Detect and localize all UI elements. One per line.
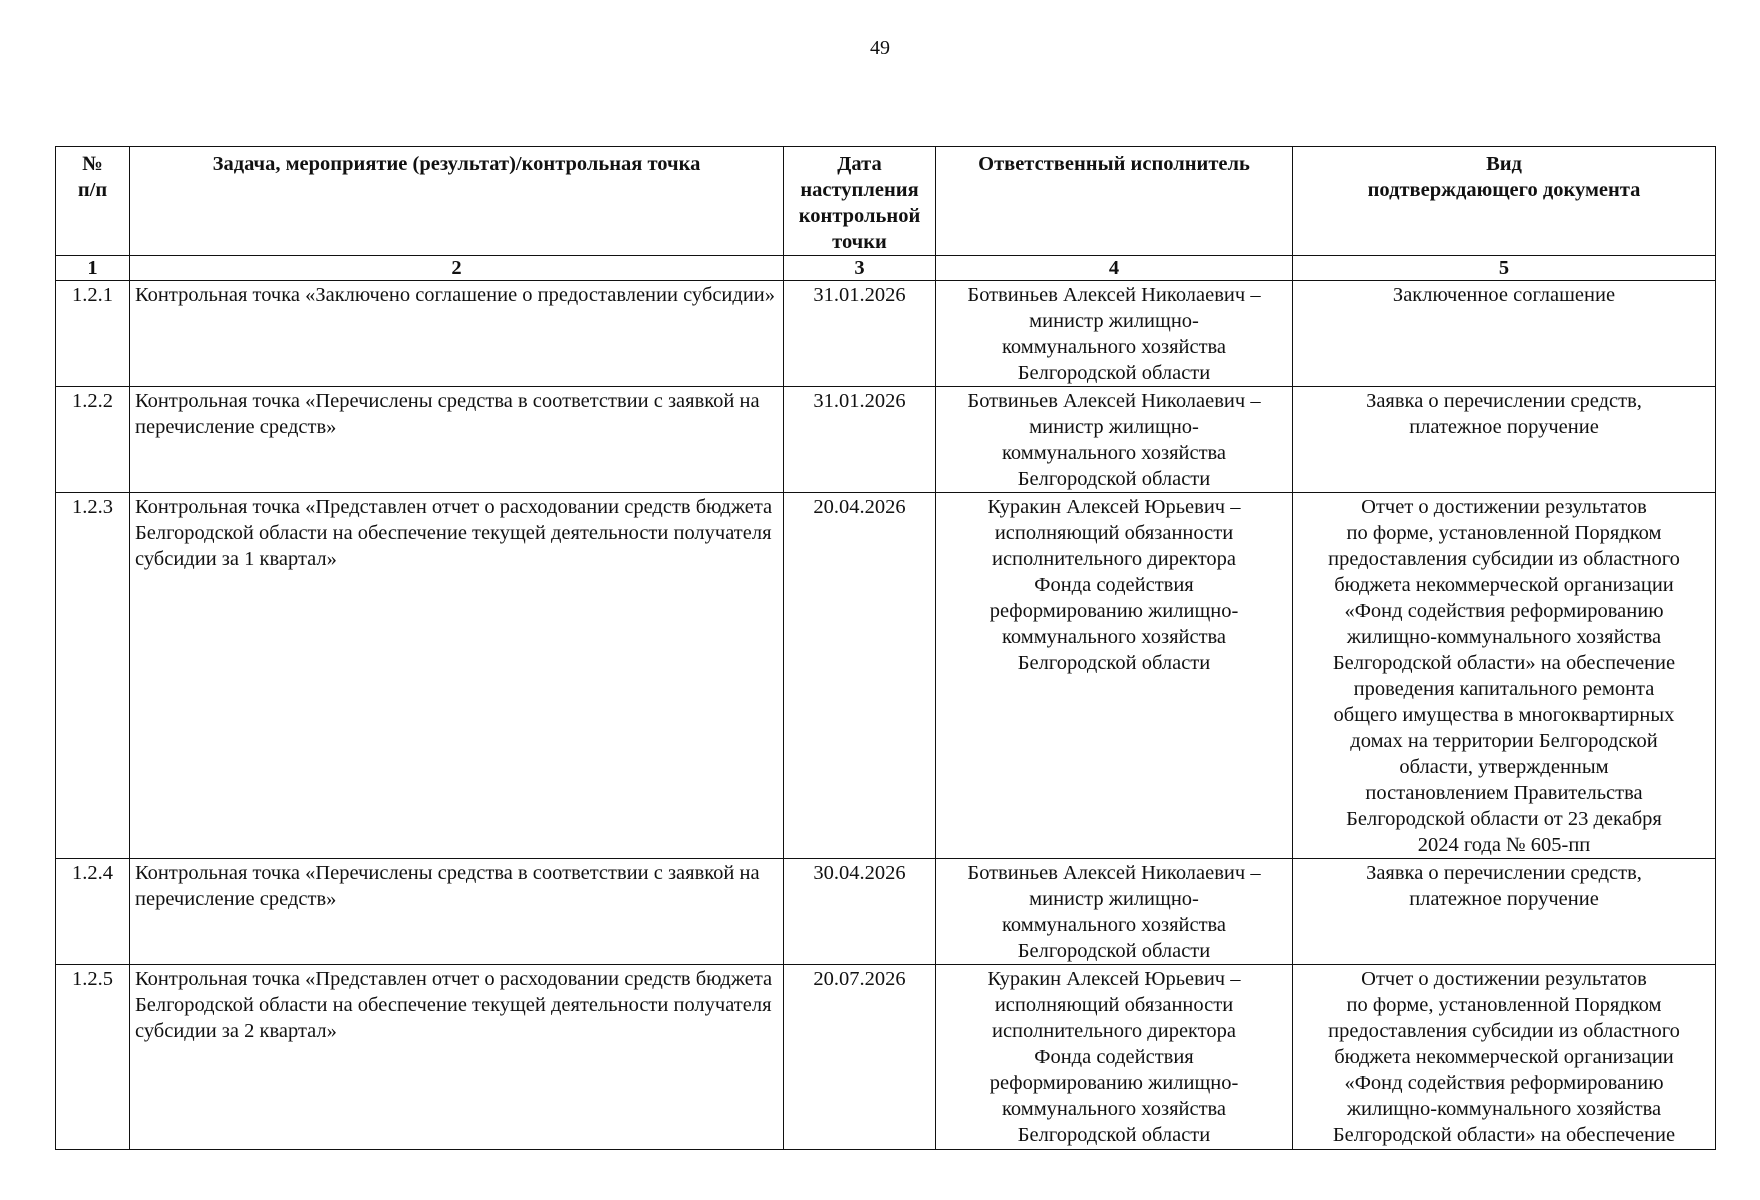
table-row bbox=[56, 493, 1716, 859]
header-document: Вид подтверждающего документа bbox=[1293, 147, 1716, 256]
table-row bbox=[56, 965, 1716, 1150]
column-number: 5 bbox=[1293, 256, 1716, 281]
row-task: Контрольная точка «Заключено соглашение о предоставлении субсидии» bbox=[130, 281, 784, 387]
row-date: 20.04.2026 bbox=[784, 493, 936, 859]
row-date: 30.04.2026 bbox=[784, 859, 936, 965]
column-number: 3 bbox=[784, 256, 936, 281]
row-document: Заявка о перечислении средств, платежное поручение bbox=[1293, 859, 1716, 965]
row-task: Контрольная точка «Представлен отчет о расходовании средств бюджета Белгородской области на обеспечение текущей деятельности получателя субсидии за 2 квартал» bbox=[130, 965, 784, 1150]
table-row bbox=[56, 859, 1716, 965]
row-executor: Куракин Алексей Юрьевич – исполняющий обязанности исполнительного директора Фонда содействия реформированию жилищно- коммунального хозяйства Белгородской области bbox=[936, 493, 1293, 859]
header-executor: Ответственный исполнитель bbox=[936, 147, 1293, 256]
row-number: 1.2.4 bbox=[56, 859, 130, 965]
header-task: Задача, мероприятие (результат)/контрольная точка bbox=[130, 147, 784, 256]
table-header-row bbox=[56, 147, 1716, 256]
column-number: 4 bbox=[936, 256, 1293, 281]
row-document: Отчет о достижении результатов по форме, установленной Порядком предоставления субсидии из областного бюджета некоммерческой организации «Фонд содействия реформированию жилищно-коммунального хозяйства Белгородской области» на обеспечение bbox=[1293, 965, 1716, 1150]
header-num: № п/п bbox=[56, 147, 130, 256]
row-executor: Ботвиньев Алексей Николаевич – министр жилищно- коммунального хозяйства Белгородской области bbox=[936, 281, 1293, 387]
row-document: Отчет о достижении результатов по форме, установленной Порядком предоставления субсидии из областного бюджета некоммерческой организации «Фонд содействия реформированию жилищно-коммунального хозяйства Белгородской области» на обеспечение проведения капитального ремонта общего имущества в многоквартирных домах на территории Белгородской области, утвержденным постановлением Правительства Белгородской области от 23 декабря 2024 года № 605-пп bbox=[1293, 493, 1716, 859]
row-date: 31.01.2026 bbox=[784, 281, 936, 387]
row-number: 1.2.5 bbox=[56, 965, 130, 1150]
row-number: 1.2.2 bbox=[56, 387, 130, 493]
table-row bbox=[56, 387, 1716, 493]
row-executor: Ботвиньев Алексей Николаевич – министр жилищно- коммунального хозяйства Белгородской области bbox=[936, 859, 1293, 965]
table-row bbox=[56, 281, 1716, 387]
row-task: Контрольная точка «Перечислены средства в соответствии с заявкой на перечисление средств» bbox=[130, 859, 784, 965]
row-document: Заявка о перечислении средств, платежное поручение bbox=[1293, 387, 1716, 493]
control-points-table bbox=[55, 146, 1716, 1150]
row-executor: Куракин Алексей Юрьевич – исполняющий обязанности исполнительного директора Фонда содействия реформированию жилищно- коммунального хозяйства Белгородской области bbox=[936, 965, 1293, 1150]
row-number: 1.2.3 bbox=[56, 493, 130, 859]
column-number-row bbox=[56, 256, 1716, 281]
row-date: 31.01.2026 bbox=[784, 387, 936, 493]
column-number: 2 bbox=[130, 256, 784, 281]
header-date: Дата наступления контрольной точки bbox=[784, 147, 936, 256]
row-document: Заключенное соглашение bbox=[1293, 281, 1716, 387]
row-executor: Ботвиньев Алексей Николаевич – министр жилищно- коммунального хозяйства Белгородской области bbox=[936, 387, 1293, 493]
row-number: 1.2.1 bbox=[56, 281, 130, 387]
page-number: 49 bbox=[870, 37, 890, 59]
row-date: 20.07.2026 bbox=[784, 965, 936, 1150]
row-task: Контрольная точка «Перечислены средства в соответствии с заявкой на перечисление средств» bbox=[130, 387, 784, 493]
row-task: Контрольная точка «Представлен отчет о расходовании средств бюджета Белгородской области на обеспечение текущей деятельности получателя субсидии за 1 квартал» bbox=[130, 493, 784, 859]
column-number: 1 bbox=[56, 256, 130, 281]
